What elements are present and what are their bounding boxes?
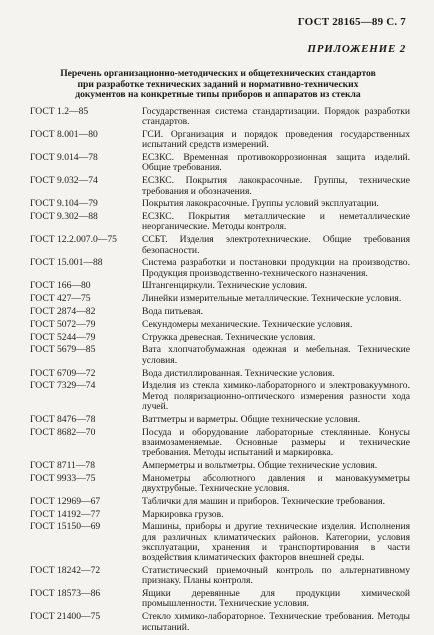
standard-description: Государственная система стандартизации. Порядок разработки стандартов.	[142, 106, 410, 128]
standard-code: ГОСТ 9933—75	[30, 472, 96, 484]
standard-description: ЕСЗКС. Покрытия лакокрасочные. Группы, технические требования и обозначения.	[142, 175, 410, 197]
standard-description: ГСИ. Организация и порядок проведения государственных испытаний средств измерений.	[142, 129, 410, 151]
standard-code: ГОСТ 15150—69	[30, 521, 101, 533]
standard-code: ГОСТ 9.032—74	[30, 175, 98, 187]
standard-description: Статистический приемочный контроль по альтернативному признаку. Планы контроля.	[142, 565, 410, 587]
standard-description: Машины, приборы и другие технические изделия. Исполнения для различных климатических районов. Категории, условия эксплуатации, хранения и транспортирования в части воздействия климатических факторов внешней среды.	[142, 521, 410, 564]
standard-description: ЕСЗКС. Временная противокоррозионная защита изделий. Общие требования.	[142, 152, 410, 174]
standard-entry	[30, 320, 410, 330]
standard-entry	[30, 381, 410, 412]
standard-entry	[30, 307, 410, 317]
standard-code: ГОСТ 8682—70	[30, 426, 96, 438]
standard-entry	[30, 612, 410, 633]
standard-description: Секундомеры механические. Технические условия.	[142, 318, 353, 330]
standard-entry	[30, 212, 410, 233]
standard-code: ГОСТ 5679—85	[30, 344, 96, 356]
standard-entry	[30, 235, 410, 256]
standard-entry	[30, 258, 410, 279]
standard-code: ГОСТ 5072—79	[30, 318, 96, 330]
standard-description: ССБТ. Изделия электротехнические. Общие требования безопасности.	[142, 234, 410, 256]
standard-code: ГОСТ 9.302—88	[30, 211, 98, 223]
page-header: ГОСТ 28165—89 С. 7	[297, 16, 406, 28]
standard-entry	[30, 130, 410, 151]
standard-code: ГОСТ 427—75	[30, 293, 91, 305]
standard-code: ГОСТ 8.001—80	[30, 129, 98, 141]
standard-description: Штангенциркули. Технические условия.	[142, 280, 308, 292]
standard-description: Маркировка грузов.	[142, 508, 224, 520]
standard-code: ГОСТ 9.104—79	[30, 198, 98, 210]
standard-description: Амперметры и вольтметры. Общие технические условия.	[142, 459, 378, 471]
standard-description: Ящики деревянные для продукции химической промышленности. Технические условия.	[142, 588, 410, 610]
standard-description: Вода дистиллированная. Технические условия.	[142, 367, 335, 379]
document-title: Перечень организационно-методических и общетехнических стандартов при разработке технических заданий и нормативно-технических документов на конкретные типы приборов и аппаратов из стекла	[60, 68, 376, 101]
standard-entry	[30, 369, 410, 379]
appendix-label: ПРИЛОЖЕНИЕ 2	[307, 43, 406, 55]
standard-entry	[30, 522, 410, 563]
standard-entry	[30, 294, 410, 304]
standard-description: ЕСЗКС. Покрытия металлические и неметаллические неорганические. Методы контроля.	[142, 211, 410, 233]
standard-description: Линейки измерительные металлические. Технические условия.	[142, 293, 402, 305]
standard-description: Стружка древесная. Технические условия.	[142, 331, 316, 343]
standard-entry	[30, 176, 410, 197]
standard-entry	[30, 428, 410, 459]
standard-entry	[30, 589, 410, 610]
standard-entry	[30, 474, 410, 495]
standard-entry	[30, 153, 410, 174]
standard-code: ГОСТ 7329—74	[30, 380, 96, 392]
standard-code: ГОСТ 8476—78	[30, 413, 96, 425]
standard-code: ГОСТ 8711—78	[30, 459, 96, 471]
standard-code: ГОСТ 15.001—88	[30, 257, 103, 269]
standard-code: ГОСТ 9.014—78	[30, 152, 98, 164]
standard-code: ГОСТ 166—80	[30, 280, 91, 292]
standard-description: Система разработки и постановки продукции на производство. Продукция производственно-технического назначения.	[142, 257, 410, 279]
standard-entry	[30, 415, 410, 425]
standard-entry	[30, 107, 410, 128]
standard-entry	[30, 461, 410, 471]
standard-entry	[30, 345, 410, 366]
standard-code: ГОСТ 12.2.007.0—75	[30, 234, 117, 246]
standard-description: Стекло химико-лабораторное. Технические требования. Методы испытаний.	[142, 611, 410, 633]
standard-code: ГОСТ 18242—72	[30, 565, 101, 577]
standard-entry	[30, 497, 410, 507]
standard-description: Ваттметры и варметры. Общие технические условия.	[142, 413, 361, 425]
standard-code: ГОСТ 21400—75	[30, 611, 101, 623]
standard-description: Покрытия лакокрасочные. Группы условий эксплуатации.	[142, 198, 379, 210]
standard-entry	[30, 566, 410, 587]
standard-description: Вода питьевая.	[142, 306, 204, 318]
standards-list	[30, 107, 410, 635]
standard-description: Изделия из стекла химико-лабораторного и электровакуумного. Метод поляризационно-оптического измерения разности хода лучей.	[142, 380, 410, 412]
standard-entry	[30, 281, 410, 291]
standard-description: Манометры абсолютного давления и мановакуумметры двухтрубные. Технические условия.	[142, 472, 410, 494]
standard-code: ГОСТ 6709—72	[30, 367, 96, 379]
standard-code: ГОСТ 5244—79	[30, 331, 96, 343]
standard-code: ГОСТ 12969—67	[30, 495, 101, 507]
standard-code: ГОСТ 14192—77	[30, 508, 101, 520]
standard-code: ГОСТ 18573—86	[30, 588, 101, 600]
standard-entry	[30, 199, 410, 209]
standard-code: ГОСТ 2874—82	[30, 306, 96, 318]
standard-entry	[30, 510, 410, 520]
standard-entry	[30, 333, 410, 343]
standard-description: Таблички для машин и приборов. Технические требования.	[142, 495, 385, 507]
standard-description: Вата хлопчатобумажная одежная и мебельная. Технические условия.	[142, 344, 410, 366]
standard-description: Посуда и оборудование лабораторные стеклянные. Конусы взаимозаменяемые. Основные размеры и технические требования. Методы испытаний и маркировка.	[142, 426, 410, 459]
standard-code: ГОСТ 1.2—85	[30, 106, 89, 117]
